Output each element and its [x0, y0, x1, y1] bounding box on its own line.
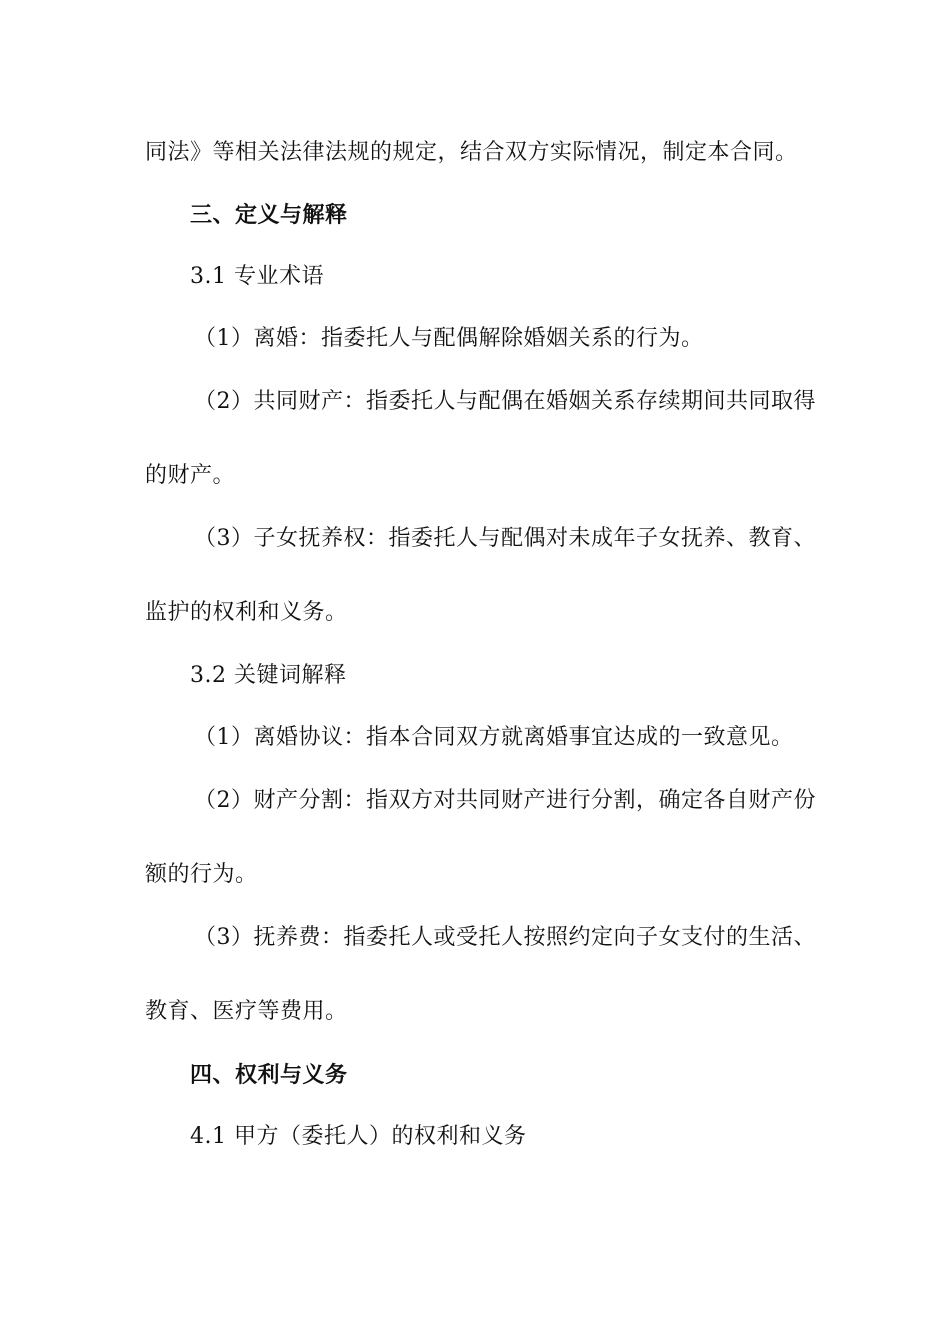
- subsection-heading-4-1: 4.1 甲方（委托人）的权利和义务: [190, 1124, 527, 1149]
- list-item-continuation: 额的行为。: [145, 862, 258, 887]
- subsection-heading-3-2: 3.2 关键词解释: [190, 663, 347, 688]
- paragraph-continuation: 同法》等相关法律法规的规定，结合双方实际情况，制定本合同。: [145, 140, 798, 165]
- list-item: （2）共同财产：指委托人与配偶在婚姻关系存续期间共同取得: [194, 389, 816, 414]
- list-item-continuation: 监护的权利和义务。: [145, 600, 348, 625]
- list-item: （1）离婚协议：指本合同双方就离婚事宜达成的一致意见。: [194, 725, 794, 750]
- list-item: （3）子女抚养权：指委托人与配偶对未成年子女抚养、教育、: [194, 526, 816, 551]
- section-heading-three: 三、定义与解释: [190, 202, 348, 228]
- list-item-continuation: 的财产。: [145, 463, 236, 488]
- list-item: （3）抚养费：指委托人或受托人按照约定向子女支付的生活、: [194, 925, 816, 950]
- list-item: （1）离婚：指委托人与配偶解除婚姻关系的行为。: [194, 326, 704, 351]
- section-heading-four: 四、权利与义务: [190, 1062, 348, 1088]
- subsection-heading-3-1: 3.1 专业术语: [190, 264, 324, 289]
- list-item: （2）财产分割：指双方对共同财产进行分割，确定各自财产份: [194, 788, 816, 813]
- list-item-continuation: 教育、医疗等费用。: [145, 999, 348, 1024]
